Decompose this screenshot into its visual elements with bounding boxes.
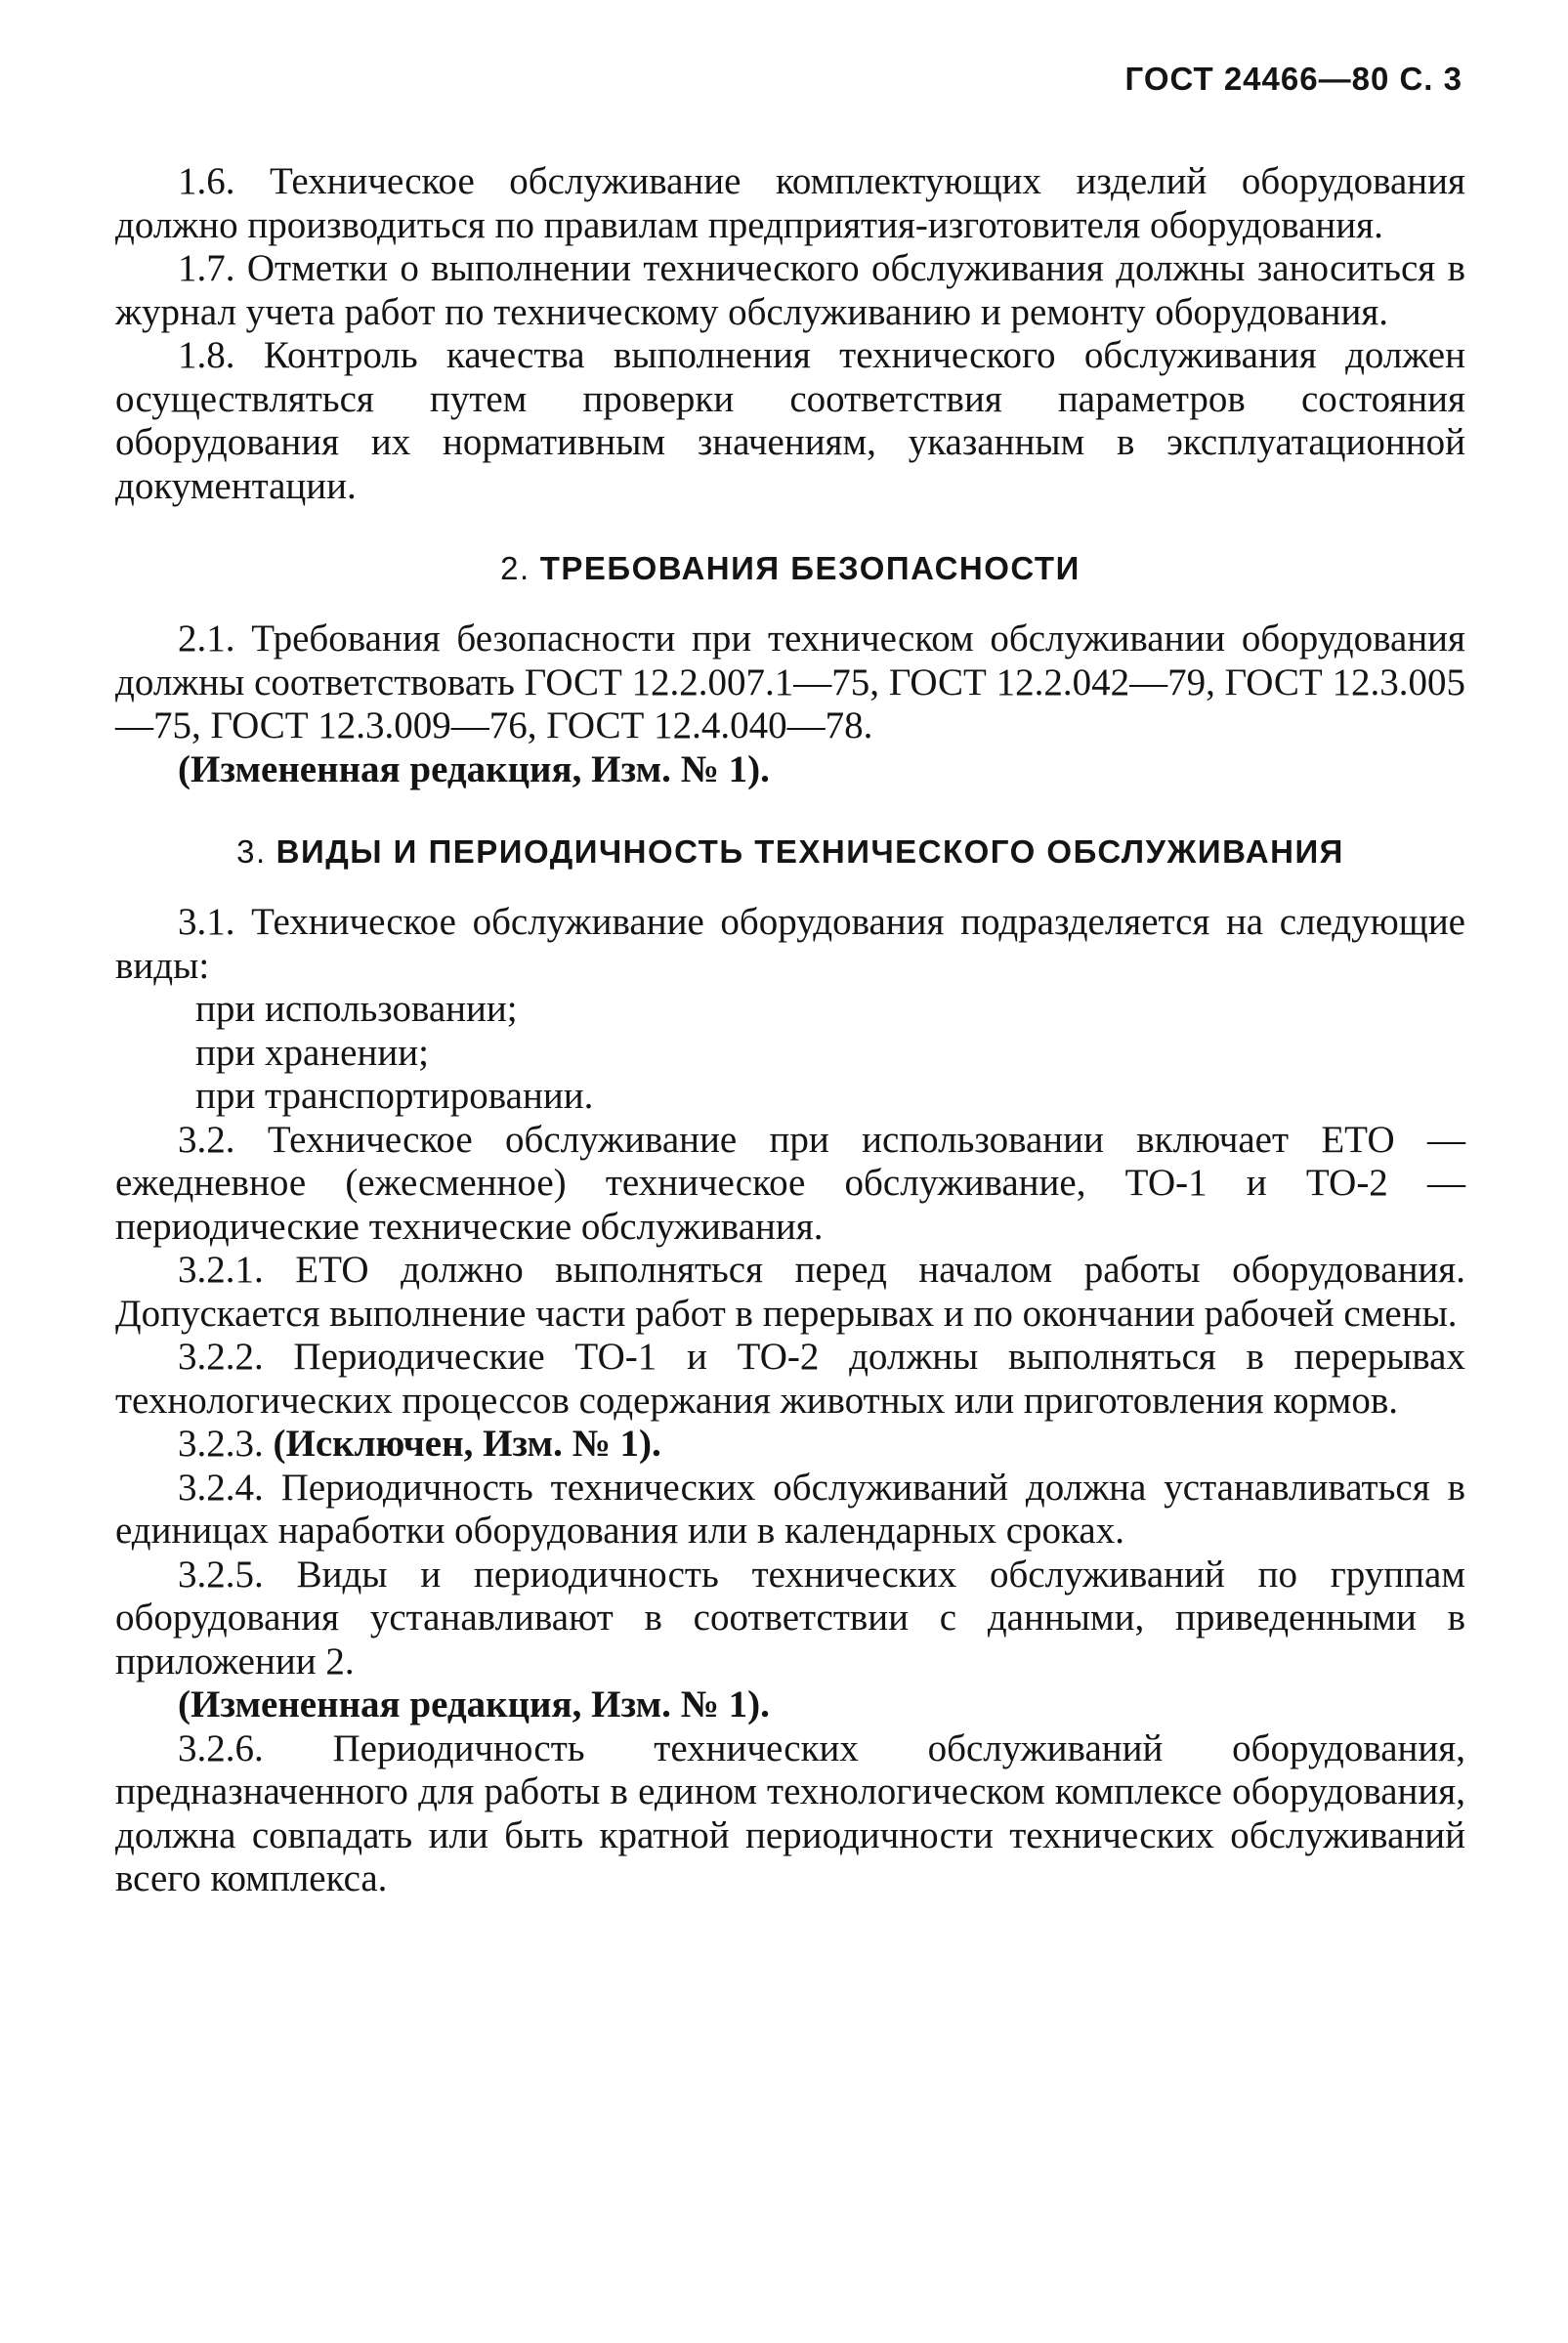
- revision-note-2: (Измененная редакция, Изм. № 1).: [178, 1683, 770, 1725]
- section-3-number: 3.: [236, 833, 267, 870]
- paragraph-1-7: 1.7. Отметки о выполнении технического обслуживания должны заноситься в журнал учета работ по техническому обслуживанию и ремонту оборудования.: [115, 247, 1465, 333]
- list-item: при использовании;: [195, 988, 518, 1030]
- paragraph-3-2-3: [115, 1423, 1465, 1467]
- paragraph-3-2-6: 3.2.6. Периодичность технических обслуживаний оборудования, предназначенного для работы в едином технологическом комплексе оборудования, должна совпадать или быть кратной периодичности технических обслуживаний всего комплекса.: [115, 1726, 1465, 1899]
- paragraph-3-2-2: 3.2.2. Периодические ТО-1 и ТО-2 должны выполняться в перерывах технологических процессов содержания животных или приготовления кормов.: [115, 1336, 1465, 1422]
- paragraph-3-2: 3.2. Техническое обслуживание при использовании включает ЕТО — ежедневное (ежесменное) техническое обслуживание, ТО-1 и ТО-2 — периодические технические обслуживания.: [115, 1118, 1465, 1248]
- paragraph-3-1: 3.1. Техническое обслуживание оборудования подразделяется на следующие виды:: [115, 901, 1465, 987]
- paragraph-3-2-3-excluded: (Исключен, Изм. № 1).: [273, 1423, 661, 1465]
- section-3-heading: [115, 831, 1465, 873]
- section-3-title: ВИДЫ И ПЕРИОДИЧНОСТЬ ТЕХНИЧЕСКОГО ОБСЛУЖИВАНИЯ: [275, 833, 1344, 870]
- paragraph-3-2-5: 3.2.5. Виды и периодичность технических обслуживаний по группам оборудования устанавливают в соответствии с данными, приведенными в приложении 2.: [115, 1553, 1465, 1683]
- revision-note-1: (Измененная редакция, Изм. № 1).: [178, 747, 770, 790]
- paragraph-3-2-4: 3.2.4. Периодичность технических обслуживаний должна устанавливаться в единицах наработки оборудования или в календарных сроках.: [115, 1466, 1465, 1552]
- paragraph-1-8: 1.8. Контроль качества выполнения технического обслуживания должен осуществляться путем проверки соответствия параметров состояния оборудования их нормативным значениям, указанным в эксплуатационной документации.: [115, 334, 1465, 507]
- paragraph-3-2-3-number: 3.2.3.: [178, 1423, 264, 1465]
- document-body: [115, 160, 1465, 1901]
- section-2-heading: [115, 547, 1465, 590]
- list-item: при транспортировании.: [195, 1075, 594, 1117]
- paragraph-2-1: 2.1. Требования безопасности при техническом обслуживании оборудования должны соответствовать ГОСТ 12.2.007.1—75, ГОСТ 12.2.042—79, ГОСТ 12.3.005—75, ГОСТ 12.3.009—76, ГОСТ 12.4.040—78.: [115, 618, 1465, 746]
- section-2-number: 2.: [500, 550, 530, 586]
- page-header: ГОСТ 24466—80 С. 3: [1124, 61, 1462, 97]
- section-2-title: ТРЕБОВАНИЯ БЕЗОПАСНОСТИ: [539, 550, 1081, 586]
- paragraph-1-6: 1.6. Техническое обслуживание комплектующих изделий оборудования должно производиться по правилам предприятия-изготовителя оборудования.: [115, 160, 1465, 246]
- list-item: при хранении;: [195, 1031, 429, 1074]
- paragraph-3-2-1: 3.2.1. ЕТО должно выполняться перед началом работы оборудования. Допускается выполнение части работ в перерывах и по окончании рабочей смены.: [115, 1249, 1465, 1335]
